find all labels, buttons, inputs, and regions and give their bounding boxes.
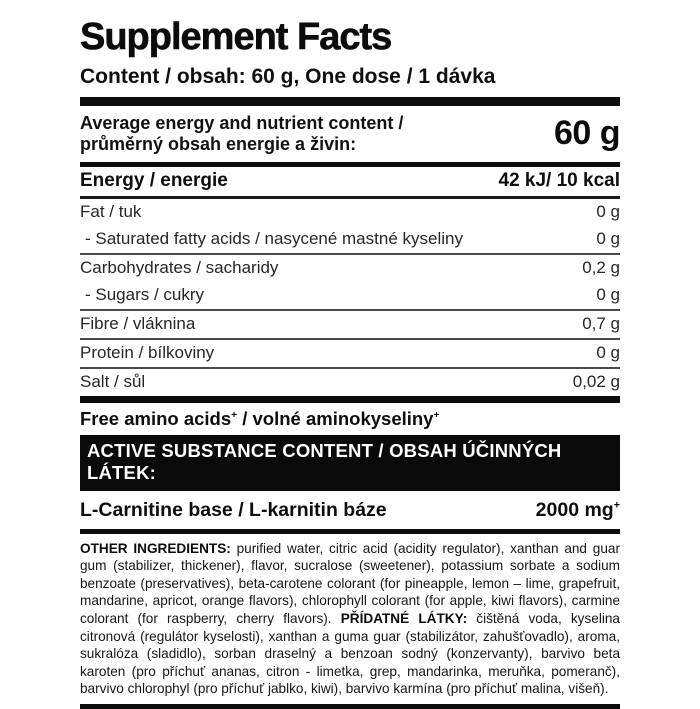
footnote-plus: +: [613, 499, 620, 512]
divider-thick-ingredients: [80, 529, 620, 534]
carnitine-name: L-Carnitine base / L-karnitin báze: [80, 498, 387, 521]
other-ingredients-text-en: purified water, citric acid (acidity regulator), xanthan and guar gum (stabilizer, thickener), flavor, sucralose (sweetener), potassium sorbate a sodium benzoate (preservatives), beta-carotene colorant (for pineapple, lemon – lime, grapefruit, mandarine, apricot, orange flavors), chlorophyll colorant (for apple, kiwi flavors), carmine colorant (for raspberry, cherry flavors).: [80, 540, 621, 626]
page-title: Supplement Facts: [80, 16, 392, 58]
nutrient-name: Fibre / vláknina: [80, 313, 196, 333]
divider-thick-top: [80, 97, 620, 106]
table-row-carbohydrates: [80, 255, 620, 282]
carnitine-row: [80, 491, 620, 529]
nutrient-value: 0 g: [596, 342, 620, 362]
nutrient-value: 0 g: [596, 284, 620, 304]
content-dose-line: Content / obsah: 60 g, One dose / 1 dávka: [80, 64, 496, 88]
carnitine-value: 2000 mg+: [535, 498, 620, 521]
nutrient-value: 0 g: [596, 228, 620, 248]
table-row-protein: [80, 340, 620, 369]
free-amino-acids-line: [80, 403, 620, 435]
nutrient-value: 0,02 g: [572, 371, 620, 391]
serving-amount: 60 g: [553, 114, 620, 153]
divider-bottom: [80, 704, 620, 709]
nutrient-name: Energy / energie: [80, 169, 228, 191]
nutrient-name: Salt / sůl: [80, 371, 146, 391]
nutrient-value: 0,2 g: [582, 257, 620, 277]
nutrient-name: Carbohydrates / sacharidy: [80, 257, 279, 277]
other-ingredients-label-en: OTHER INGREDIENTS:: [80, 540, 231, 556]
table-row-salt: [80, 369, 620, 396]
nutrient-value: 0,7 g: [582, 313, 620, 333]
nutrient-name: - Sugars / cukry: [85, 284, 205, 304]
serving-header-line2: průměrný obsah energie a živin:: [80, 133, 357, 154]
serving-header-text: [80, 113, 403, 155]
serving-header-row: [80, 106, 620, 162]
table-row-sugars: [80, 282, 620, 311]
serving-header-line1: Average energy and nutrient content /: [80, 112, 404, 133]
footnote-plus: +: [433, 409, 440, 421]
free-amino-cz: / volné aminokyseliny: [237, 407, 434, 429]
nutrient-name: - Saturated fatty acids / nasycené mastné kyseliny: [85, 228, 463, 248]
table-row-energy: [80, 167, 620, 199]
active-substance-banner: ACTIVE SUBSTANCE CONTENT / OBSAH ÚČINNÝCH LÁTEK:: [80, 435, 620, 491]
nutrient-name: Protein / bílkoviny: [80, 342, 215, 362]
nutrient-value: 42 kJ/ 10 kcal: [498, 169, 620, 191]
table-row-fat: [80, 199, 620, 226]
other-ingredients-text-cz: čištěná voda, kyselina citronová (regulátor kyselosti), xanthan a guma guar (stabilizátor, zahušťovadlo), aroma, sukralóza (sladidlo), sorban draselný a benzoan sodný (konzervanty), barvivo beta karoten (pro příchuť ananas, citron - limetka, grep, mandarinka, meruňka, pomeranč), barvivo chlorophyl (pro příchuť jablko, kiwi), barvivo karmína (pro příchuť malina, višeň).: [80, 610, 620, 697]
nutrient-name: Fat / tuk: [80, 201, 142, 221]
footnote-plus: +: [231, 409, 238, 421]
other-ingredients-label-cz: PŘÍDATNÉ LÁTKY:: [340, 610, 468, 626]
supplement-facts-label: [80, 16, 620, 709]
nutrient-table: [80, 167, 620, 396]
other-ingredients-paragraph: [80, 540, 620, 698]
table-row-fibre: [80, 311, 620, 340]
divider-thick-mid: [80, 396, 620, 403]
table-row-saturated-fat: [80, 226, 620, 255]
free-amino-en: Free amino acids: [80, 407, 232, 429]
nutrient-value: 0 g: [596, 201, 620, 221]
